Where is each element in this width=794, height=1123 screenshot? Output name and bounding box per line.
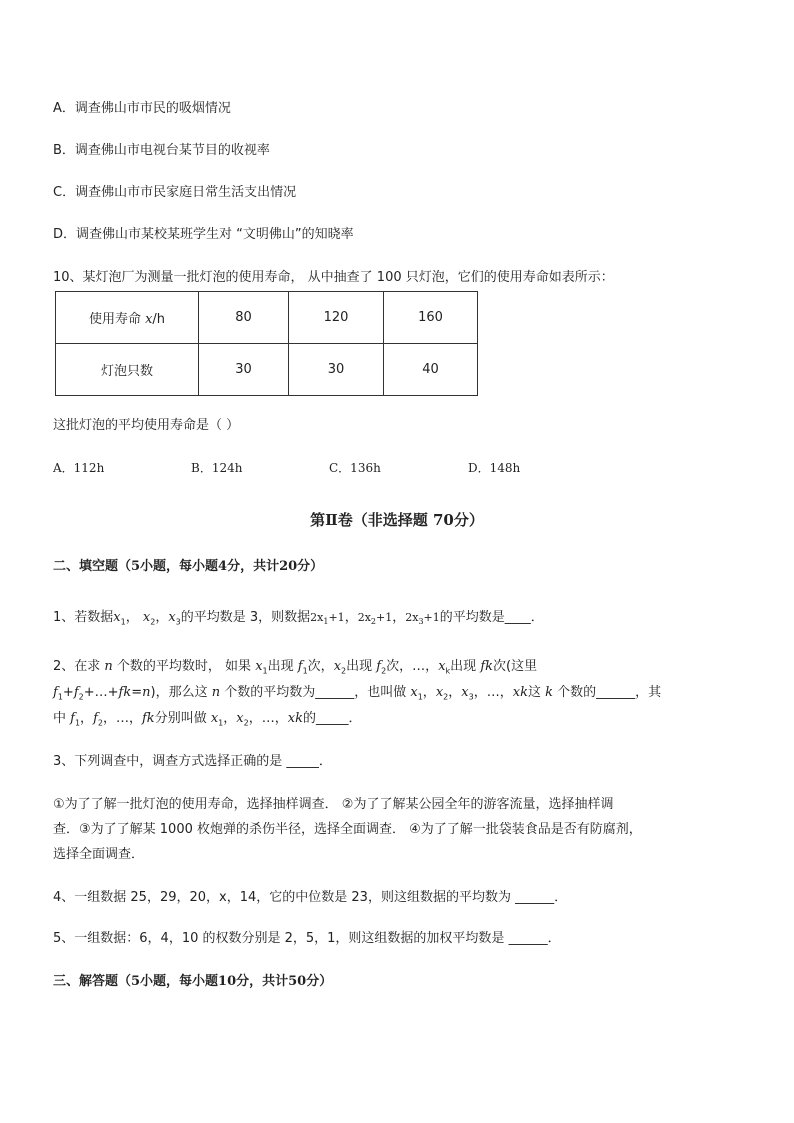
fill-q2-line1: 2、在求 n 个数的平均数时， 如果 $x_1$出现 $f_1$次，$x_2$出现 $f_2$次，…，$x_k$出现 fk次(这里 — [53, 659, 538, 676]
q9-option-b: B．调查佛山市电视台某节目的收视率 — [53, 143, 270, 158]
fill-q2-line3: 中 $f_1$，$f_2$，…，fk分别叫做 $x_1$，$x_2$，…，xk的_____． — [53, 711, 362, 728]
q10-question: 这批灯泡的平均使用寿命是（ ） — [53, 418, 240, 433]
fill-q4: 4、一组数据 25，29，20，x，14，它的中位数是 23，则这组数据的平均数为 ______． — [53, 890, 568, 905]
table-cell: 30 — [289, 344, 384, 396]
table-row — [56, 344, 478, 396]
q9-option-d: D．调查佛山市某校某班学生对 “文明佛山”的知晓率 — [53, 227, 354, 242]
fill-q3-body-line: 查．③为了了解某 1000 枚炮弹的杀伤半径，选择全面调查． ④为了了解一批袋装食品是否有防腐剂， — [53, 822, 642, 837]
lifespan-table — [55, 291, 478, 396]
table-cell: 40 — [384, 344, 478, 396]
table-row — [56, 292, 478, 344]
q10-option-d: D．148h — [468, 461, 521, 475]
fill-q3: 3、下列调查中，调查方式选择正确的是 _____． — [53, 754, 332, 769]
q10-option-c: C．136h — [329, 461, 381, 475]
fill-q2-line2: $f_1+f_2+\dots+fk=n$)，那么这 n 个数的平均数为______，也叫做 $x_1$，$x_2$，$x_3$，…，xk这 k 个数的______，其 — [53, 685, 662, 702]
section-title: 第Ⅱ卷（非选择题 70分） — [310, 511, 484, 529]
q10-option-b: B．124h — [191, 461, 243, 475]
part-title: 三、解答题（5小题，每小题10分，共计50分） — [53, 974, 333, 989]
fill-q3-body-line: 选择全面调查． — [53, 847, 145, 862]
q9-option-a: A．调查佛山市市民的吸烟情况 — [53, 101, 231, 116]
fill-q1: 1、若数据$x_1$， $x_2$，$x_3$的平均数是 3，则数据$2x_1+1$，$2x_2+1$，$2x_3+1$的平均数是____． — [53, 610, 544, 627]
fill-q3-body-line: ①为了了解一批灯泡的使用寿命，选择抽样调查． ②为了了解某公园全年的游客流量，选择抽样调 — [53, 797, 614, 812]
table-cell: 120 — [289, 292, 384, 344]
table-cell: 30 — [199, 344, 289, 396]
table-header-cell: 使用寿命 x/h — [56, 292, 199, 344]
q9-option-c: C．调查佛山市市民家庭日常生活支出情况 — [53, 185, 297, 200]
table-header-cell: 灯泡只数 — [56, 344, 199, 396]
q10-option-a: A．112h — [53, 461, 105, 475]
table-cell: 80 — [199, 292, 289, 344]
fill-q5: 5、一组数据：6，4，10 的权数分别是 2，5，1，则这组数据的加权平均数是 ______． — [53, 931, 561, 946]
q10-stem: 10、某灯泡厂为测量一批灯泡的使用寿命， 从中抽查了 100 只灯泡，它们的使用寿命如表所示： — [53, 270, 614, 285]
part-title: 二、填空题（5小题，每小题4分，共计20分） — [53, 559, 324, 574]
table-cell: 160 — [384, 292, 478, 344]
